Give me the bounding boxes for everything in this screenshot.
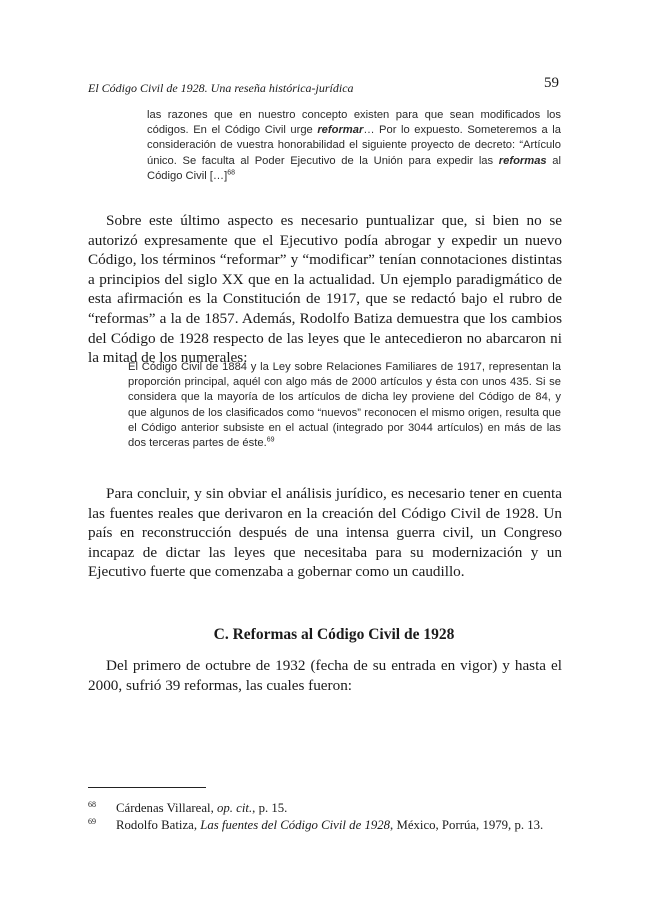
quote1-emphasis-reformar: reformar [317,124,364,137]
footnote-number: 69 [88,817,96,826]
footnote-rest: , México, Porrúa, 1979, p. 13. [390,818,544,832]
footnote-text [116,817,543,833]
footnote-author: Rodolfo Batiza, [116,818,201,832]
footnote-number: 68 [88,800,96,809]
footnote-author: Cárdenas Villareal, [116,801,217,815]
footnote-text [116,800,287,816]
section-heading: C. Reformas al Código Civil de 1928 [213,626,455,643]
quote1-text-c: al Código Civil […] [147,154,561,182]
page-number: 59 [544,75,559,91]
quote1-text-b: … Por lo expuesto. Someteremos a la consideración de vuestra honorabilidad el siguiente proyecto de decreto: “Artículo único. Se faculta al Poder Ejecutivo de la Unión para expedir las [147,124,561,167]
footnote-divider [88,787,206,788]
footnote-italic: op. cit. [216,801,253,815]
paragraph-2: Para concluir, y sin obviar el análisis jurídico, es necesario tener en cuenta las fuentes reales que derivaron en la creación del Código Civil de 1928. Un país en reconstrucción después de una intensa guerra civil, un Congreso incapaz de dictar las leyes que necesitaba para su modernización y un Ejecutivo fuerte que comenzaba a gobernar como un caudillo. [88,485,562,581]
block-quote-1 [147,108,561,184]
footnote-italic: Las fuentes del Código Civil de 1928 [200,818,391,832]
footnote-rest: , p. 15. [252,801,288,815]
paragraph-3: Del primero de octubre de 1932 (fecha de su entrada en vigor) y hasta el 2000, sufrió 39 reformas, las cuales fueron: [88,657,562,694]
footnote-ref-69: 69 [266,436,275,444]
running-head: El Código Civil de 1928. Una reseña histórica-jurídica [88,81,354,95]
quote1-emphasis-reformas: reformas [498,154,547,167]
paragraph-1: Sobre este último aspecto es necesario puntualizar que, si bien no se autorizó expresamente que el Ejecutivo podía abrogar y expedir un nuevo Código, los términos “reformar” y “modificar” tenían connotaciones distintas a principios del siglo XX que en la actualidad. Un ejemplo paradigmático de esta afirmación es la Constitución de 1917, que se redactó bajo el rubro de “reformas” a la de 1857. Además, Rodolfo Batiza demuestra que los cambios del Código de 1928 respecto de las leyes que le antecedieron no abarcaron ni la mitad de los numerales: [88,212,562,367]
quote1-text-a: las razones que en nuestro concepto existen para que sean modificados los códigos. En el Código Civil urge [147,109,561,137]
footnote-ref-68: 68 [227,169,235,177]
quote2-text: El Código Civil de 1884 y la Ley sobre Relaciones Familiares de 1917, representan la proporción principal, aquél con algo más de 2000 artículos y ésta con unos 435. Si se considera que la mayoría de los artículos de dicha ley proviene del Código de 84, y que algunos de los clasificados como “nuevos” reconocen el mismo origen, resulta que el Código anterior subsiste en el actual (integrado por 3044 artículos) en más de las dos terceras partes de éste. [128,361,561,450]
block-quote-2 [128,360,561,451]
